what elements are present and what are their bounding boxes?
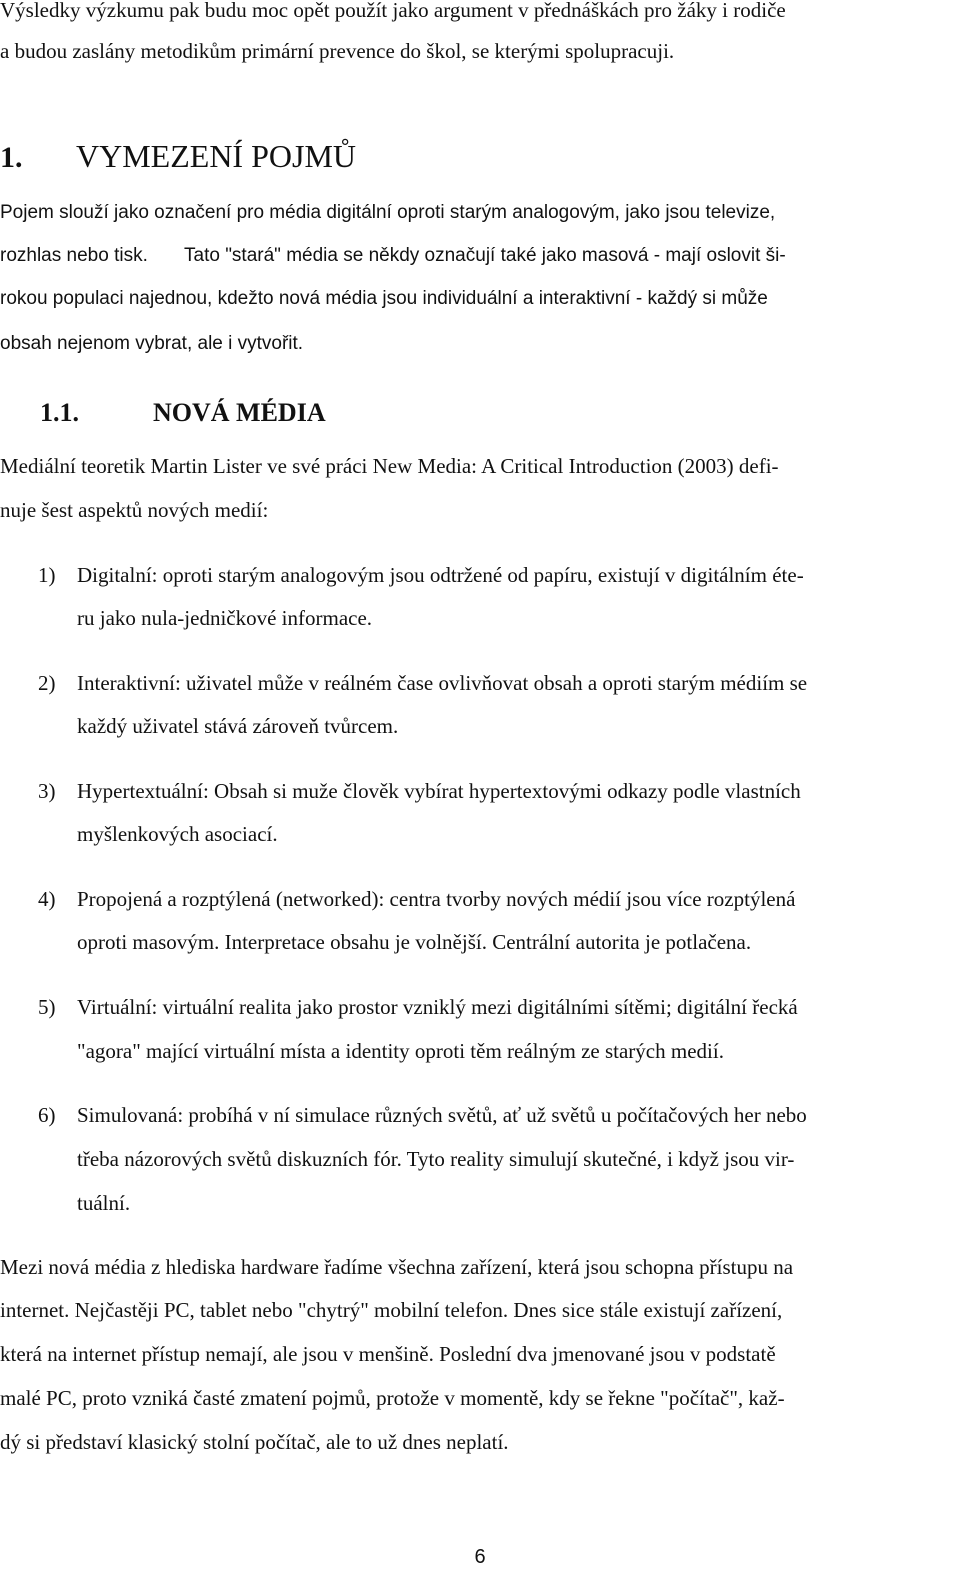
list-number: 4): [38, 887, 56, 911]
paragraph-line: Pojem slouží jako označení pro média digitální oproti starým analogovým, jako jsou televize,: [0, 202, 776, 223]
list-item-line: Digitalní: oproti starým analogovým jsou odtržené od papíru, existují v digitálním éte-: [77, 563, 804, 587]
list-item-line: Simulovaná: probíhá v ní simulace různých světů, ať už světů u počítačových her nebo: [77, 1103, 807, 1127]
list-number: 1): [38, 563, 56, 587]
section-title: VYMEZENÍ POJMŮ: [76, 138, 356, 174]
intro-line: Výsledky výzkumu pak budu moc opět použít jako argument v přednáškách pro žáky i rodiče: [0, 0, 786, 22]
paragraph-line: která na internet přístup nemají, ale jsou v menšině. Poslední dva jmenované jsou v podstatě: [0, 1342, 776, 1366]
section-heading-1-1: [40, 397, 326, 429]
section-title: NOVÁ MÉDIA: [153, 398, 326, 427]
intro-line: a budou zaslány metodikům primární prevence do škol, se kterými spolupracuji.: [0, 39, 675, 63]
list-number: 2): [38, 671, 56, 695]
section-number: 1.1.: [40, 398, 79, 427]
paragraph-line: Tato "stará" média se někdy označují také jako masová - mají oslovit ši-: [184, 245, 786, 266]
list-item-line: tuální.: [77, 1191, 131, 1215]
paragraph-line: nuje šest aspektů nových medií:: [0, 498, 269, 522]
section-number: 1.: [0, 141, 23, 174]
paragraph-line: obsah nejenom vybrat, ale i vytvořit.: [0, 333, 304, 354]
list-item-line: ru jako nula-jedničkové informace.: [77, 606, 373, 630]
list-item-line: myšlenkových asociací.: [77, 822, 278, 846]
list-item-line: třeba názorových světů diskuzních fór. Tyto reality simulují skutečné, i když jsou vir-: [77, 1147, 795, 1171]
page-number: 6: [474, 1546, 486, 1568]
paragraph-line: dý si představí klasický stolní počítač, ale to už dnes neplatí.: [0, 1430, 509, 1454]
paragraph-line: Mezi nová média z hlediska hardware řadíme všechna zařízení, která jsou schopna přístupu na: [0, 1255, 794, 1279]
list-item-line: Hypertextuální: Obsah si muže člověk vybírat hypertextovými odkazy podle vlastních: [77, 779, 801, 803]
list-number: 6): [38, 1103, 56, 1127]
list-number: 3): [38, 779, 56, 803]
list-number: 5): [38, 995, 56, 1019]
paragraph-line: malé PC, proto vzniká časté zmatení pojmů, protože v momentě, kdy se řekne "počítač", kaž-: [0, 1386, 785, 1410]
paragraph-line: rokou populaci najednou, kdežto nová média jsou individuální a interaktivní - každý si může: [0, 288, 768, 309]
section-heading-1: [0, 138, 356, 176]
paragraph-line: Mediální teoretik Martin Lister ve své práci New Media: A Critical Introduction (2003) defi-: [0, 454, 779, 478]
list-item-line: každý uživatel stává zároveň tvůrcem.: [77, 714, 399, 738]
list-item-line: oproti masovým. Interpretace obsahu je volnější. Centrální autorita je potlačena.: [77, 930, 752, 954]
paragraph-line: internet. Nejčastěji PC, tablet nebo "chytrý" mobilní telefon. Dnes sice stále existují zařízení,: [0, 1298, 783, 1322]
paragraph-line: rozhlas nebo tisk.: [0, 245, 148, 266]
list-item-line: "agora" mající virtuální místa a identity oproti těm reálným ze starých medií.: [77, 1039, 724, 1063]
list-item-line: Interaktivní: uživatel může v reálném čase ovlivňovat obsah a oproti starým médiím se: [77, 671, 808, 695]
list-item-line: Virtuální: virtuální realita jako prostor vzniklý mezi digitálními sítěmi; digitální řecká: [77, 995, 798, 1019]
list-item-line: Propojená a rozptýlená (networked): centra tvorby nových médií jsou více rozptýlená: [77, 887, 796, 911]
